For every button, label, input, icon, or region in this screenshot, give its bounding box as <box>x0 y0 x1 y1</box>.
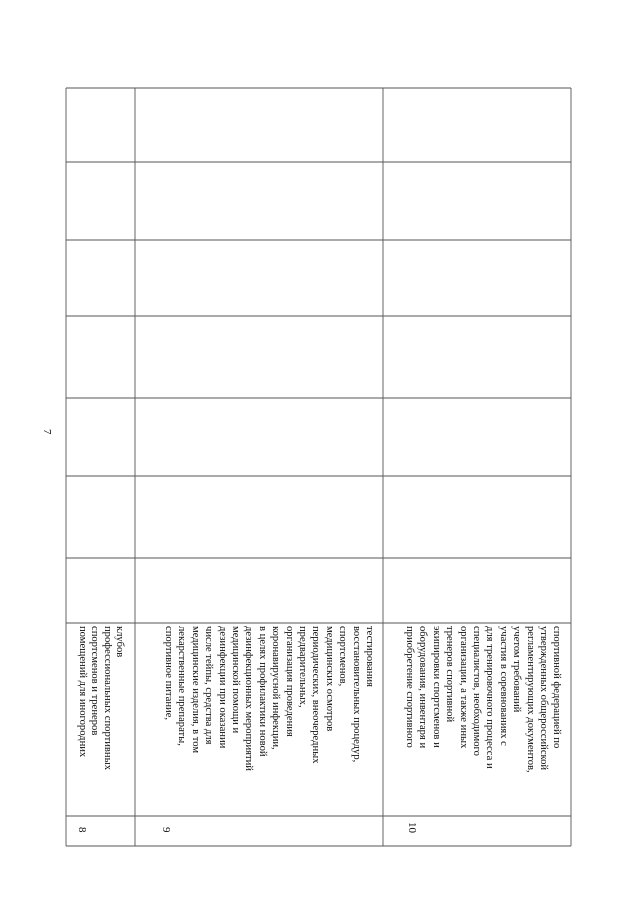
description-line: спортсменов и тренеров <box>89 626 101 736</box>
description-line: утвержденных общероссийской <box>538 626 549 771</box>
description-line: спортсменов, <box>337 626 349 687</box>
description-line: клубов <box>114 626 126 658</box>
page-number: 7 <box>41 429 53 435</box>
description-line: тренеров спортивной <box>444 626 456 723</box>
description-line: спортивное питание, <box>163 626 174 721</box>
description-line: коронавирусной инфекции, <box>270 626 282 750</box>
description-line: регламентирующих документов, <box>524 626 536 773</box>
description-line: специалистов, необходимого <box>471 626 482 756</box>
description-line: оборудования, инвентаря и <box>417 626 429 749</box>
description-line: медицинской помощи и <box>230 626 241 734</box>
description-line: восстановительных процедур, <box>350 626 362 763</box>
description-line: участия в соревнованиях с <box>497 626 509 746</box>
row-number: 8 <box>76 827 88 833</box>
description-line: помещений для иногородних <box>77 626 88 758</box>
description-line: организации, а также иных <box>457 626 469 749</box>
description-line: в целях профилактики новой <box>256 626 268 757</box>
description-line: организация проведения <box>283 626 295 737</box>
description-line: предварительных, <box>297 626 308 708</box>
row-number: 9 <box>160 827 172 833</box>
description-line: учетом требований <box>511 626 523 713</box>
description-line: дезинфекционных мероприятий <box>243 626 255 771</box>
description-line: лекарственные препараты, <box>176 626 188 746</box>
description-line: числе тейпы, средства для <box>203 626 215 745</box>
description-line: спортивной федерацией по <box>551 626 563 749</box>
description-line: периодических, внеочередных <box>310 626 322 764</box>
description-line: приобретение спортивного <box>404 626 415 748</box>
description-line: медицинские изделия, в том <box>189 626 201 754</box>
row-number: 10 <box>406 822 418 833</box>
description-line: для тренировочного процесса и <box>484 626 496 769</box>
description-line: тестирования <box>364 626 375 687</box>
description-line: профессиональных спортивных <box>101 626 113 770</box>
description-line: дезинфекции при оказании <box>216 626 228 749</box>
description-line: экипировки спортсменов и <box>430 626 442 748</box>
description-line: медицинских осмотров <box>323 626 335 732</box>
